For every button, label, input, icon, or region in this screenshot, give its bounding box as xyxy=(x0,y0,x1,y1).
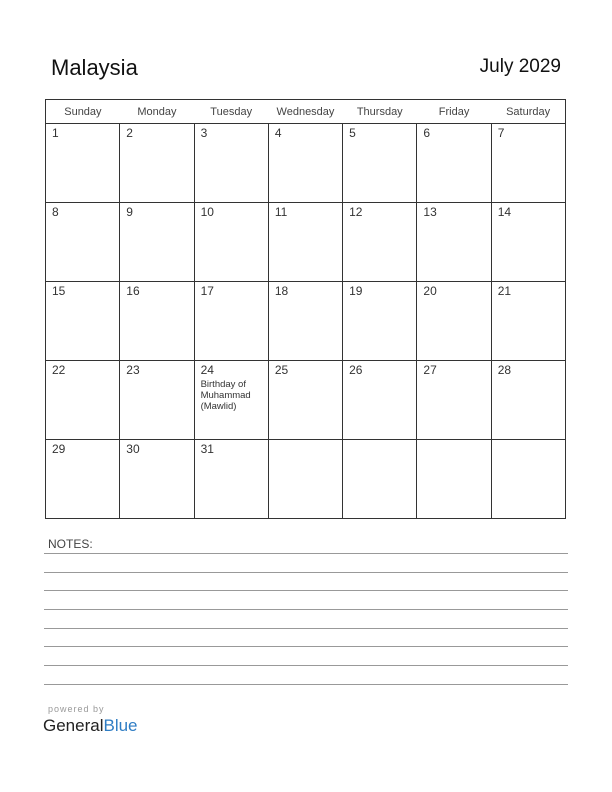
day-number: 6 xyxy=(423,126,431,140)
notes-line xyxy=(44,646,568,647)
day-cell xyxy=(194,282,268,361)
day-cell xyxy=(194,440,268,519)
day-cell xyxy=(46,203,120,282)
day-number: 20 xyxy=(423,284,437,298)
day-number: 16 xyxy=(126,284,140,298)
notes-line xyxy=(44,628,568,629)
brand-logo xyxy=(43,716,138,736)
day-number: 7 xyxy=(497,126,505,140)
day-number: 2 xyxy=(126,126,133,140)
powered-by-text: powered by xyxy=(48,704,105,714)
notes-line xyxy=(44,684,568,685)
notes-line xyxy=(44,553,568,554)
notes-line xyxy=(44,665,568,666)
weekday-header-row xyxy=(46,100,566,124)
day-cell xyxy=(46,124,120,203)
day-number: 26 xyxy=(349,363,363,377)
day-number: 28 xyxy=(497,363,512,377)
calendar-grid xyxy=(45,99,566,519)
day-cell xyxy=(343,203,417,282)
holiday-label: Birthday of Muhammad (Mawlid) xyxy=(200,379,251,412)
brand-name-part2: Blue xyxy=(103,716,138,735)
day-number: 27 xyxy=(423,363,437,377)
day-number: 3 xyxy=(200,126,208,140)
day-cell xyxy=(343,440,417,519)
day-number: 11 xyxy=(274,205,288,219)
day-cell xyxy=(120,361,194,440)
month-year-title: July 2029 xyxy=(479,56,561,77)
day-number: 17 xyxy=(200,284,214,298)
day-cell xyxy=(268,361,342,440)
day-number: 31 xyxy=(200,442,214,456)
weekday-header: Wednesday xyxy=(268,100,342,124)
day-number: 8 xyxy=(52,205,59,219)
notes-line xyxy=(44,572,568,573)
country-title: Malaysia xyxy=(51,55,138,80)
day-number: 14 xyxy=(497,205,512,219)
day-cell xyxy=(491,124,565,203)
day-number: 13 xyxy=(423,205,437,219)
day-cell xyxy=(417,440,491,519)
day-cell xyxy=(46,282,120,361)
week-row xyxy=(46,440,566,519)
week-row xyxy=(46,203,566,282)
day-cell xyxy=(120,282,194,361)
day-cell xyxy=(120,124,194,203)
day-cell xyxy=(268,282,342,361)
day-cell xyxy=(46,440,120,519)
day-cell xyxy=(417,203,491,282)
week-row xyxy=(46,361,566,440)
day-cell xyxy=(268,124,342,203)
day-number: 24 xyxy=(200,363,214,377)
notes-line xyxy=(44,590,568,591)
weekday-header: Saturday xyxy=(491,100,565,124)
weekday-header: Friday xyxy=(417,100,491,124)
day-cell xyxy=(194,361,268,440)
day-cell xyxy=(46,361,120,440)
weekday-header: Monday xyxy=(120,100,194,124)
day-cell xyxy=(343,361,417,440)
day-number: 22 xyxy=(52,363,66,377)
day-cell xyxy=(268,203,342,282)
day-cell xyxy=(491,282,565,361)
day-cell xyxy=(343,282,417,361)
day-cell xyxy=(343,124,417,203)
day-cell xyxy=(417,282,491,361)
day-number: 5 xyxy=(349,126,356,140)
weekday-header: Tuesday xyxy=(194,100,268,124)
day-cell xyxy=(194,203,268,282)
day-cell xyxy=(417,361,491,440)
day-number: 19 xyxy=(349,284,363,298)
day-cell xyxy=(491,361,565,440)
day-cell xyxy=(268,440,342,519)
day-number: 12 xyxy=(349,205,363,219)
week-row xyxy=(46,124,566,203)
week-row xyxy=(46,282,566,361)
weekday-header: Sunday xyxy=(46,100,120,124)
day-number: 1 xyxy=(52,126,59,140)
brand-name-part1: General xyxy=(43,716,104,735)
day-cell xyxy=(194,124,268,203)
day-cell xyxy=(491,203,565,282)
day-cell xyxy=(120,440,194,519)
notes-line xyxy=(44,609,568,610)
notes-label: NOTES: xyxy=(48,537,93,551)
day-number: 21 xyxy=(497,284,512,298)
day-cell xyxy=(491,440,565,519)
day-number: 25 xyxy=(274,363,289,377)
day-number: 15 xyxy=(52,284,66,298)
day-number: 4 xyxy=(274,126,282,140)
day-cell xyxy=(120,203,194,282)
day-number: 30 xyxy=(126,442,140,456)
weekday-header: Thursday xyxy=(343,100,417,124)
day-number: 23 xyxy=(126,363,140,377)
day-cell xyxy=(417,124,491,203)
day-number: 10 xyxy=(200,205,214,219)
day-number: 18 xyxy=(274,284,289,298)
day-number: 29 xyxy=(52,442,66,456)
day-number: 9 xyxy=(126,205,133,219)
